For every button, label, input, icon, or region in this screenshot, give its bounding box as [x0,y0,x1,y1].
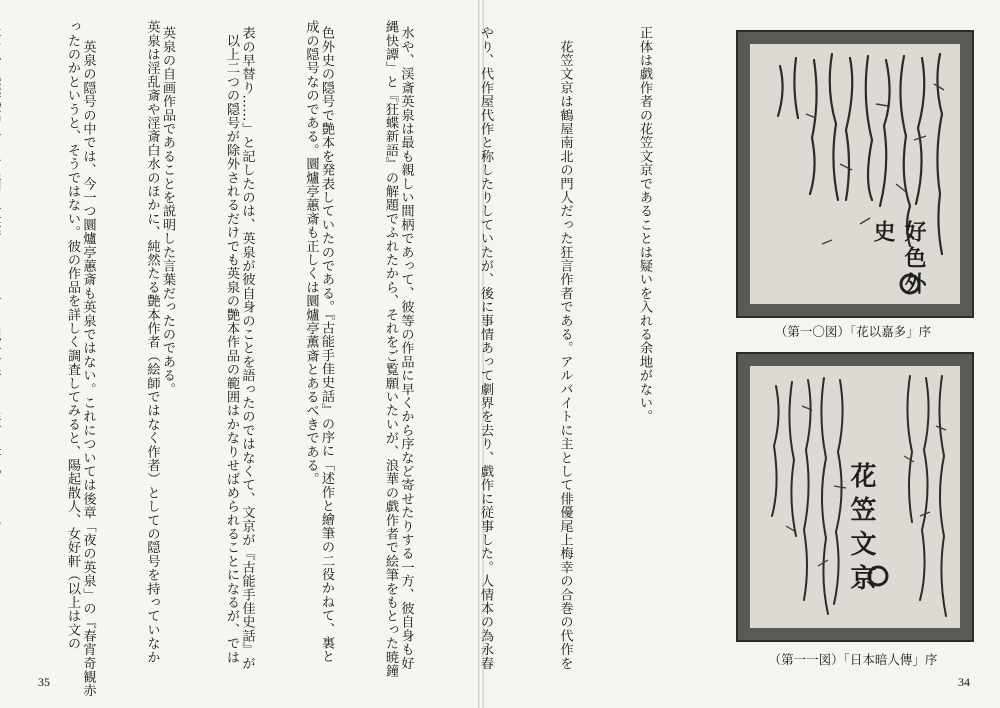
paragraph: 表の早替り……」と記したのは、英泉が彼自身のことを語ったのではなくて、文京が『古能手佳史話』が [239,26,255,670]
calligraphy-paper [750,44,960,304]
paragraph: ったのかというと、そうではない。彼の作品を詳しく調査してみると、陽起散人、女好軒（以上は文の [65,20,80,651]
paragraph [0,20,6,632]
paragraph: 正体は戯作者の花笠文京であることは疑いを入れる余地がない。 [637,26,652,424]
figure-caption: （第一一図）「日本暗人傳」序 [768,652,938,667]
paragraph: 以上二つの隠号が除外されるだけでも英泉の艶本作品の範囲はかなりせばめられることになるが、では [224,20,239,664]
seal-inscription: 花笠文京 [846,462,876,598]
paragraph: 成の隠号なのである。圜爐亭蕙斎も正しくは圜爐亭薫斎とあるべきである。 [303,20,319,486]
paragraph: やり、代作屋代作と称したりしていたが、後に事情あって劇界を去り、戯作に従事した。人情本の為永春 [478,26,493,670]
calligraphy-paper [750,366,960,628]
seal-inscription: 好色外史 [870,220,927,298]
page-number: 34 [958,675,970,689]
paragraph: 英泉の自画作品であることを説明した言葉だったのである。 [160,26,175,396]
paragraph: 花笠文京は鶴屋南北の門人だった狂言作者である。アルバイトに主として俳優尾上梅幸の合巻の代作を [557,26,573,670]
page-number: 35 [38,675,50,689]
figure-preface-image [736,352,974,642]
figure-caption: （第一〇図）「花以嘉多」序 [774,324,932,339]
paragraph: 英泉の隠号の中では、今一つ圜爐亭蕙斎も英泉ではない。これについては後章「夜の英泉」の『春宵奇観赤 [80,26,96,698]
paragraph: 色外史の隠号で艶本を発表していたのである。『古能手佳史話』の序に「述作と繪筆の二役かねて、裏と [319,26,334,664]
figure-preface-image [736,30,974,318]
paragraph: 水や、渓斎英泉は最も親しい間柄であって、彼等の作品に早くから序など寄せたりする一方、彼自身も好 [398,26,414,670]
paragraph: 縄快譚」と『狂蝶新語』の解題でふれたから、それをご覧願いたいが、浪華の戯作者で絵筆をもとった暁鐘 [383,20,398,678]
paragraph: 英泉は淫乱斎や淫斎白水のほかに、純然たる艶本作者（絵師ではなく作者）としての隠号を持っていなか [144,20,160,664]
